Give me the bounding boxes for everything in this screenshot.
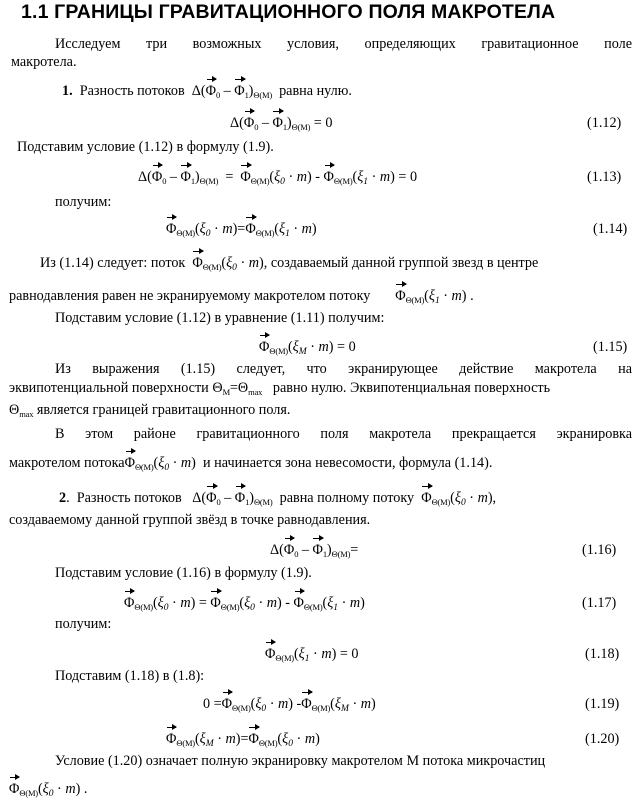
substitute-1-18-line: Подставим (1.18) в (1.8): <box>55 668 205 684</box>
got-line-2: получим: <box>55 616 112 632</box>
substitute-1-16-line: Подставим условие (1.16) в формулу (1.9). <box>55 565 312 581</box>
expr-1-15-theta-formula: $\Theta_M=\Theta_{max}$ <box>212 380 263 397</box>
from-1-14-text-a: Из (1.14) следует: поток <box>40 255 186 271</box>
item-2-line <box>59 489 496 512</box>
equation-number-1-13: (1.13) <box>587 169 622 185</box>
equation-1-15: $\Phi_{\Theta(M)}(\xi_M \cdot m) = 0$ <box>259 339 356 357</box>
expr-1-15-line-3 <box>9 401 290 423</box>
substitute-1-12-line: Подставим условие (1.12) в формулу (1.9). <box>17 139 274 155</box>
item-2-number: 2 <box>59 490 67 506</box>
equation-1-20: $\Phi_{\Theta(M)}(\xi_M \cdot m)=\Phi_{\Theta(M)}(\xi_0 \cdot m)$ <box>166 731 320 749</box>
equation-number-1-19: (1.19) <box>585 696 620 712</box>
item-1-formula: $\Delta(\Phi_0 - \Phi_1)_{\Theta(M)}$ <box>191 83 272 100</box>
intro-line-2: макротела. <box>11 54 77 70</box>
equation-1-18: $\Phi_{\Theta(M)}(\xi_1 \cdot m) = 0$ <box>265 646 359 664</box>
expr-1-15-text-b: эквипотенциальной поверхности <box>9 380 209 396</box>
substitute-eq-1-11-line: Подставим условие (1.12) в уравнение (1.11) получим: <box>55 310 385 326</box>
equation-1-19: $0 =\Phi_{\Theta(M)}(\xi_0 \cdot m) -\Phi_{\Theta(M)}(\xi_M \cdot m)$ <box>203 696 376 714</box>
item-2-formula: $\Delta(\Phi_0 - \Phi_1)_{\Theta(M)}$ <box>192 490 273 507</box>
equation-number-1-14: (1.14) <box>593 221 628 237</box>
condition-formula: $\Phi_{\Theta(M)}(\xi_0 \cdot m)$ <box>9 781 81 799</box>
condition-1-20-line-2 <box>9 780 87 803</box>
equation-number-1-18: (1.18) <box>585 646 620 662</box>
from-1-14-period: . <box>470 288 474 304</box>
section-title: 1.1 ГРАНИЦЫ ГРАВИТАЦИОННОГО ПОЛЯ МАКРОТЕЛА <box>21 1 556 23</box>
zone-line-1: В этом районе гравитационного поля макротела прекращается экранировка <box>55 426 632 442</box>
item-2-text-b: равна полному потоку <box>279 490 415 506</box>
zone-text-c: и начинается зона невесомости, формула (1.14). <box>202 455 493 471</box>
item-2-line-2: создаваемому данной группой звёзд в точке равнодавления. <box>9 512 371 528</box>
equation-number-1-20: (1.20) <box>585 731 620 747</box>
expr-1-15-text-d: является границей гравитационного поля. <box>36 402 291 418</box>
item-2-dot: . <box>66 490 70 506</box>
item-2-text-a: Разность потоков <box>76 490 182 506</box>
equation-1-14: $\Phi_{\Theta(M)}(\xi_0 \cdot m)=\Phi_{\Theta(M)}(\xi_1 \cdot m)$ <box>166 221 317 239</box>
item-1-line <box>62 82 352 104</box>
from-1-14-line-2 <box>9 287 474 310</box>
from-1-14-text-b: , создаваемый данной группой звезд в центре <box>263 255 539 271</box>
zone-line-2 <box>9 454 492 477</box>
condition-period: . <box>83 781 88 797</box>
equation-1-13: $\Delta(\Phi_0 - \Phi_1)_{\Theta(M)} = \Phi_{\Theta(M)}(\xi_0 \cdot m) - \Phi_{\Theta(M)}(\xi_1 \cdot m) = 0$ <box>138 169 418 187</box>
item-2-formula-2: $\Phi_{\Theta(M)}(\xi_0 \cdot m)$, <box>421 490 497 508</box>
expr-1-15-line-2 <box>9 379 550 401</box>
item-1-number: 1. <box>62 83 73 99</box>
from-1-14-formula: $\Phi_{\Theta(M)}(\xi_0 \cdot m)$ <box>192 255 264 273</box>
item-1-text: Разность потоков <box>79 83 185 99</box>
condition-1-20-line: Условие (1.20) означает полную экранировку макротелом М потока микрочастиц <box>55 753 546 769</box>
equation-1-16: $\Delta(\Phi_0 - \Phi_1)_{\Theta(M)}=$ <box>270 542 359 559</box>
intro-line-1: Исследуем три возможных условия, определяющих гравитационное поле <box>55 36 632 52</box>
equation-1-12: $\Delta(\Phi_0 - \Phi_1)_{\Theta(M)} = 0$ <box>230 115 333 132</box>
equation-number-1-12: (1.12) <box>587 115 622 131</box>
equation-number-1-16: (1.16) <box>582 542 617 558</box>
equation-number-1-17: (1.17) <box>582 595 617 611</box>
equation-1-17: $\Phi_{\Theta(M)}(\xi_0 \cdot m) = \Phi_{\Theta(M)}(\xi_0 \cdot m) - \Phi_{\Theta(M)}(\xi_1 \cdot m)$ <box>124 595 365 613</box>
equation-number-1-15: (1.15) <box>593 339 628 355</box>
expr-1-15-line-1: Из выражения (1.15) следует, что экранирующее действие макротела на <box>55 361 632 377</box>
from-1-14-line <box>40 254 538 277</box>
from-1-14-formula-2: $\Phi_{\Theta(M)}(\xi_1 \cdot m)$ <box>395 288 467 306</box>
expr-1-15-text-c: равно нулю. Эквипотенциальная поверхность <box>272 380 551 396</box>
theta-max: $\Theta_{max}$ <box>9 402 34 419</box>
from-1-14-text-c: равнодавления равен не экранируемому макротелом потоку <box>9 288 371 304</box>
zone-text-b: макротелом потока <box>9 455 125 471</box>
item-1-end: равна нулю. <box>279 83 352 99</box>
zone-formula: $\Phi_{\Theta(M)}(\xi_0 \cdot m)$ <box>124 455 196 473</box>
got-line-1: получим: <box>55 194 112 210</box>
